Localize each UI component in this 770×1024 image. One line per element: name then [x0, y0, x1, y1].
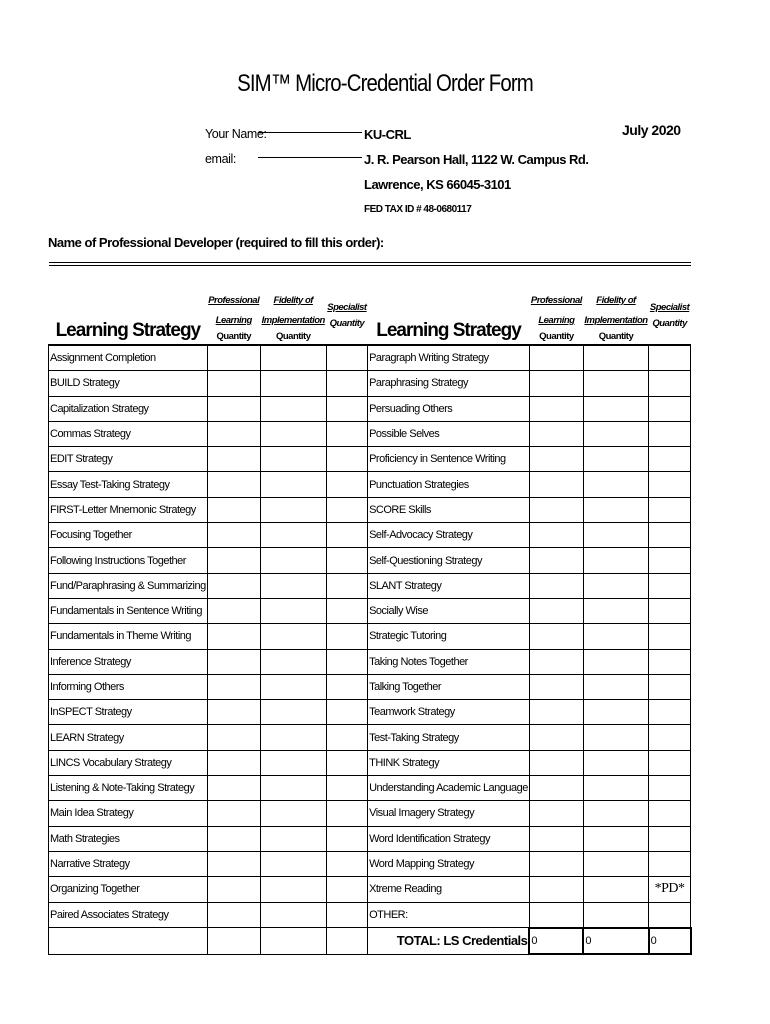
quantity-cell[interactable] [207, 396, 260, 421]
quantity-cell[interactable] [207, 902, 260, 928]
strategy-name: Word Identification Strategy [368, 826, 530, 851]
quantity-cell[interactable] [583, 902, 648, 928]
quantity-cell[interactable] [529, 750, 583, 775]
strategy-name: Word Mapping Strategy [368, 851, 530, 876]
quantity-cell[interactable] [260, 497, 326, 522]
strategy-name: Strategic Tutoring [368, 624, 530, 649]
quantity-cell[interactable] [260, 371, 326, 396]
strategy-name: FIRST-Letter Mnemonic Strategy [49, 497, 208, 522]
quantity-cell[interactable] [260, 548, 326, 573]
quantity-cell[interactable] [529, 700, 583, 725]
strategy-name: THINK Strategy [368, 750, 530, 775]
quantity-cell[interactable] [326, 371, 367, 396]
email-field[interactable] [258, 157, 362, 158]
quantity-cell[interactable] [207, 573, 260, 598]
quantity-cell[interactable] [649, 674, 691, 699]
quantity-cell[interactable] [583, 371, 648, 396]
quantity-cell[interactable] [326, 877, 367, 902]
quantity-cell[interactable] [529, 548, 583, 573]
table-row [49, 573, 691, 598]
strategy-name: BUILD Strategy [49, 371, 208, 396]
quantity-cell[interactable] [207, 421, 260, 446]
strategy-name: Following Instructions Together [49, 548, 208, 573]
quantity-cell[interactable] [260, 750, 326, 775]
quantity-cell[interactable] [207, 750, 260, 775]
strategy-name: Punctuation Strategies [368, 472, 530, 497]
strategy-name: EDIT Strategy [49, 447, 208, 472]
quantity-cell[interactable] [260, 877, 326, 902]
quantity-cell[interactable] [583, 421, 648, 446]
quantity-cell[interactable] [529, 523, 583, 548]
strategy-name: Fundamentals in Sentence Writing [49, 598, 208, 623]
quantity-cell[interactable] [529, 674, 583, 699]
quantity-cell[interactable] [207, 851, 260, 876]
quantity-cell[interactable] [207, 345, 260, 371]
quantity-cell[interactable] [583, 649, 648, 674]
strategy-name: Talking Together [368, 674, 530, 699]
quantity-cell[interactable] [583, 851, 648, 876]
strategy-name: Essay Test-Taking Strategy [49, 472, 208, 497]
table-row [49, 801, 691, 826]
org-name: KU-CRL [364, 127, 411, 142]
quantity-cell[interactable] [207, 624, 260, 649]
strategy-name: Persuading Others [368, 396, 530, 421]
quantity-cell[interactable] [649, 826, 691, 851]
your-name-label: Your Name: [205, 127, 267, 141]
quantity-cell[interactable] [207, 674, 260, 699]
quantity-cell[interactable] [260, 826, 326, 851]
quantity-cell[interactable] [649, 851, 691, 876]
quantity-cell[interactable] [260, 801, 326, 826]
quantity-cell[interactable] [326, 472, 367, 497]
quantity-cell[interactable] [583, 396, 648, 421]
quantity-cell[interactable] [649, 750, 691, 775]
quantity-cell[interactable] [529, 801, 583, 826]
empty-cell [326, 928, 367, 954]
quantity-cell[interactable] [583, 573, 648, 598]
quantity-cell[interactable] [583, 523, 648, 548]
quantity-cell[interactable] [207, 523, 260, 548]
table-row [49, 674, 691, 699]
quantity-cell[interactable] [649, 902, 691, 928]
email-label: email: [205, 152, 236, 166]
quantity-cell[interactable] [326, 776, 367, 801]
strategy-name: Xtreme Reading [368, 877, 530, 902]
strategy-name: Possible Selves [368, 421, 530, 446]
quantity-cell[interactable] [649, 396, 691, 421]
empty-cell [260, 928, 326, 954]
strategy-name: Self-Advocacy Strategy [368, 523, 530, 548]
quantity-cell[interactable] [583, 345, 648, 371]
quantity-cell[interactable] [326, 421, 367, 446]
fi-header: Fidelity of Implementation Quantity [584, 295, 648, 342]
strategy-header: Learning Strategy [376, 320, 521, 341]
quantity-cell[interactable] [583, 700, 648, 725]
table-row [49, 725, 691, 750]
quantity-cell[interactable] [583, 826, 648, 851]
quantity-cell[interactable] [583, 801, 648, 826]
quantity-cell[interactable] [260, 700, 326, 725]
quantity-cell[interactable] [207, 649, 260, 674]
quantity-cell[interactable] [326, 851, 367, 876]
strategy-name: OTHER: [368, 902, 530, 928]
quantity-cell[interactable] [326, 345, 367, 371]
quantity-cell[interactable] [583, 877, 648, 902]
strategy-name: Organizing Together [49, 877, 208, 902]
quantity-cell[interactable] [326, 826, 367, 851]
quantity-cell[interactable] [583, 598, 648, 623]
strategy-name: LEARN Strategy [49, 725, 208, 750]
quantity-cell[interactable] [326, 649, 367, 674]
strategy-name: Main Idea Strategy [49, 801, 208, 826]
quantity-cell[interactable] [207, 826, 260, 851]
quantity-cell[interactable] [260, 902, 326, 928]
strategy-name: Listening & Note-Taking Strategy [49, 776, 208, 801]
pd-note: *PD* [649, 877, 691, 902]
quantity-cell[interactable] [326, 902, 367, 928]
quantity-cell[interactable] [529, 826, 583, 851]
quantity-cell[interactable] [260, 674, 326, 699]
your-name-field[interactable] [258, 132, 362, 133]
quantity-cell[interactable] [583, 624, 648, 649]
strategy-name: Proficiency in Sentence Writing [368, 447, 530, 472]
quantity-cell[interactable] [326, 725, 367, 750]
table-row [49, 548, 691, 573]
quantity-cell[interactable] [207, 776, 260, 801]
strategy-name: Fundamentals in Theme Writing [49, 624, 208, 649]
quantity-cell[interactable] [649, 573, 691, 598]
quantity-cell[interactable] [529, 902, 583, 928]
quantity-cell[interactable] [207, 371, 260, 396]
quantity-cell[interactable] [583, 674, 648, 699]
quantity-cell[interactable] [529, 851, 583, 876]
quantity-cell[interactable] [260, 649, 326, 674]
developer-label: Name of Professional Developer (required to fill this order): [48, 235, 384, 250]
table-row [49, 826, 691, 851]
quantity-cell[interactable] [260, 421, 326, 446]
strategy-name: Paired Associates Strategy [49, 902, 208, 928]
quantity-cell[interactable] [207, 700, 260, 725]
strategy-name: Assignment Completion [49, 345, 208, 371]
strategy-name: Informing Others [49, 674, 208, 699]
strategy-name: Self-Questioning Strategy [368, 548, 530, 573]
quantity-cell[interactable] [260, 573, 326, 598]
quantity-cell[interactable] [207, 497, 260, 522]
strategy-name: Teamwork Strategy [368, 700, 530, 725]
table-row [49, 776, 691, 801]
page-title: SIM™ Micro-Credential Order Form [237, 70, 533, 97]
quantity-cell[interactable] [649, 801, 691, 826]
strategy-name: LINCS Vocabulary Strategy [49, 750, 208, 775]
strategy-header: Learning Strategy [55, 320, 201, 341]
strategy-name: Inference Strategy [49, 649, 208, 674]
quantity-cell[interactable] [326, 497, 367, 522]
table-row [49, 902, 691, 928]
form-date: July 2020 [622, 122, 681, 138]
table-row [49, 851, 691, 876]
pl-header: Professional Learning Quantity [208, 295, 260, 342]
quantity-cell[interactable] [260, 345, 326, 371]
strategy-name: Fund/Paraphrasing & Summarizing [49, 573, 208, 598]
quantity-cell[interactable] [326, 523, 367, 548]
quantity-cell[interactable] [326, 624, 367, 649]
quantity-cell[interactable] [207, 548, 260, 573]
quantity-cell[interactable] [260, 851, 326, 876]
strategy-name: SCORE Skills [368, 497, 530, 522]
pl-header: Professional Learning Quantity [530, 295, 582, 342]
table-row [49, 624, 691, 649]
quantity-cell[interactable] [529, 649, 583, 674]
total-value: 0 [583, 928, 648, 954]
quantity-cell[interactable] [529, 573, 583, 598]
quantity-cell[interactable] [583, 447, 648, 472]
quantity-cell[interactable] [207, 725, 260, 750]
table-row [49, 523, 691, 548]
quantity-cell[interactable] [529, 371, 583, 396]
quantity-cell[interactable] [649, 497, 691, 522]
strategy-name: Paragraph Writing Strategy [368, 345, 530, 371]
quantity-cell[interactable] [649, 472, 691, 497]
total-value: 0 [529, 928, 583, 954]
quantity-cell[interactable] [529, 624, 583, 649]
quantity-cell[interactable] [529, 497, 583, 522]
strategy-name: SLANT Strategy [368, 573, 530, 598]
quantity-cell[interactable] [529, 776, 583, 801]
strategy-name: Visual Imagery Strategy [368, 801, 530, 826]
table-row [49, 371, 691, 396]
table-row [49, 750, 691, 775]
quantity-cell[interactable] [649, 447, 691, 472]
total-label: TOTAL: LS Credentials [368, 928, 530, 954]
quantity-cell[interactable] [207, 472, 260, 497]
strategy-name: Test-Taking Strategy [368, 725, 530, 750]
table-row [49, 345, 691, 371]
quantity-cell[interactable] [583, 548, 648, 573]
quantity-cell[interactable] [583, 750, 648, 775]
quantity-cell[interactable] [260, 624, 326, 649]
quantity-cell[interactable] [260, 523, 326, 548]
quantity-cell[interactable] [260, 396, 326, 421]
table-row [49, 396, 691, 421]
strategy-name: Socially Wise [368, 598, 530, 623]
quantity-cell[interactable] [649, 725, 691, 750]
table-row [49, 700, 691, 725]
quantity-cell[interactable] [649, 624, 691, 649]
quantity-cell[interactable] [260, 776, 326, 801]
quantity-cell[interactable] [583, 472, 648, 497]
quantity-cell[interactable] [649, 523, 691, 548]
quantity-cell[interactable] [529, 877, 583, 902]
specialist-header: Specialist Quantity [327, 301, 367, 329]
fi-header: Fidelity of Implementation Quantity [261, 295, 325, 342]
tax-id: FED TAX ID # 48-0680117 [364, 204, 472, 215]
strategy-name: Focusing Together [49, 523, 208, 548]
quantity-cell[interactable] [529, 447, 583, 472]
quantity-cell[interactable] [326, 801, 367, 826]
quantity-cell[interactable] [207, 877, 260, 902]
strategy-name: Capitalization Strategy [49, 396, 208, 421]
quantity-cell[interactable] [326, 447, 367, 472]
quantity-cell[interactable] [649, 345, 691, 371]
quantity-cell[interactable] [260, 598, 326, 623]
table-row [49, 472, 691, 497]
quantity-cell[interactable] [649, 421, 691, 446]
strategy-name: Narrative Strategy [49, 851, 208, 876]
table-row [49, 649, 691, 674]
quantity-cell[interactable] [529, 396, 583, 421]
empty-cell [207, 928, 260, 954]
table-row [49, 877, 691, 902]
table-row [49, 497, 691, 522]
quantity-cell[interactable] [649, 700, 691, 725]
table-row [49, 598, 691, 623]
quantity-cell[interactable] [260, 472, 326, 497]
quantity-cell[interactable] [649, 371, 691, 396]
quantity-cell[interactable] [326, 548, 367, 573]
quantity-cell[interactable] [326, 598, 367, 623]
quantity-cell[interactable] [326, 700, 367, 725]
quantity-cell[interactable] [207, 598, 260, 623]
strategy-name: Taking Notes Together [368, 649, 530, 674]
quantity-cell[interactable] [649, 598, 691, 623]
address-line-2: Lawrence, KS 66045-3101 [364, 177, 511, 192]
strategy-name: InSPECT Strategy [49, 700, 208, 725]
quantity-cell[interactable] [583, 497, 648, 522]
quantity-cell[interactable] [529, 345, 583, 371]
table-row [49, 421, 691, 446]
empty-cell [49, 928, 208, 954]
order-table [48, 262, 692, 955]
quantity-cell[interactable] [649, 776, 691, 801]
table-row [49, 447, 691, 472]
quantity-cell[interactable] [326, 674, 367, 699]
quantity-cell[interactable] [529, 598, 583, 623]
total-row [49, 928, 691, 954]
quantity-cell[interactable] [207, 801, 260, 826]
quantity-cell[interactable] [326, 750, 367, 775]
quantity-cell[interactable] [326, 573, 367, 598]
quantity-cell[interactable] [583, 776, 648, 801]
strategy-name: Understanding Academic Language [368, 776, 530, 801]
quantity-cell[interactable] [207, 447, 260, 472]
strategy-name: Commas Strategy [49, 421, 208, 446]
quantity-cell[interactable] [529, 725, 583, 750]
quantity-cell[interactable] [529, 421, 583, 446]
strategy-name: Paraphrasing Strategy [368, 371, 530, 396]
quantity-cell[interactable] [326, 396, 367, 421]
quantity-cell[interactable] [260, 447, 326, 472]
quantity-cell[interactable] [649, 548, 691, 573]
address-line-1: J. R. Pearson Hall, 1122 W. Campus Rd. [364, 152, 589, 167]
quantity-cell[interactable] [260, 725, 326, 750]
strategy-name: Math Strategies [49, 826, 208, 851]
quantity-cell[interactable] [583, 725, 648, 750]
total-value: 0 [649, 928, 691, 954]
quantity-cell[interactable] [529, 472, 583, 497]
quantity-cell[interactable] [649, 649, 691, 674]
specialist-header: Specialist Quantity [649, 301, 690, 329]
